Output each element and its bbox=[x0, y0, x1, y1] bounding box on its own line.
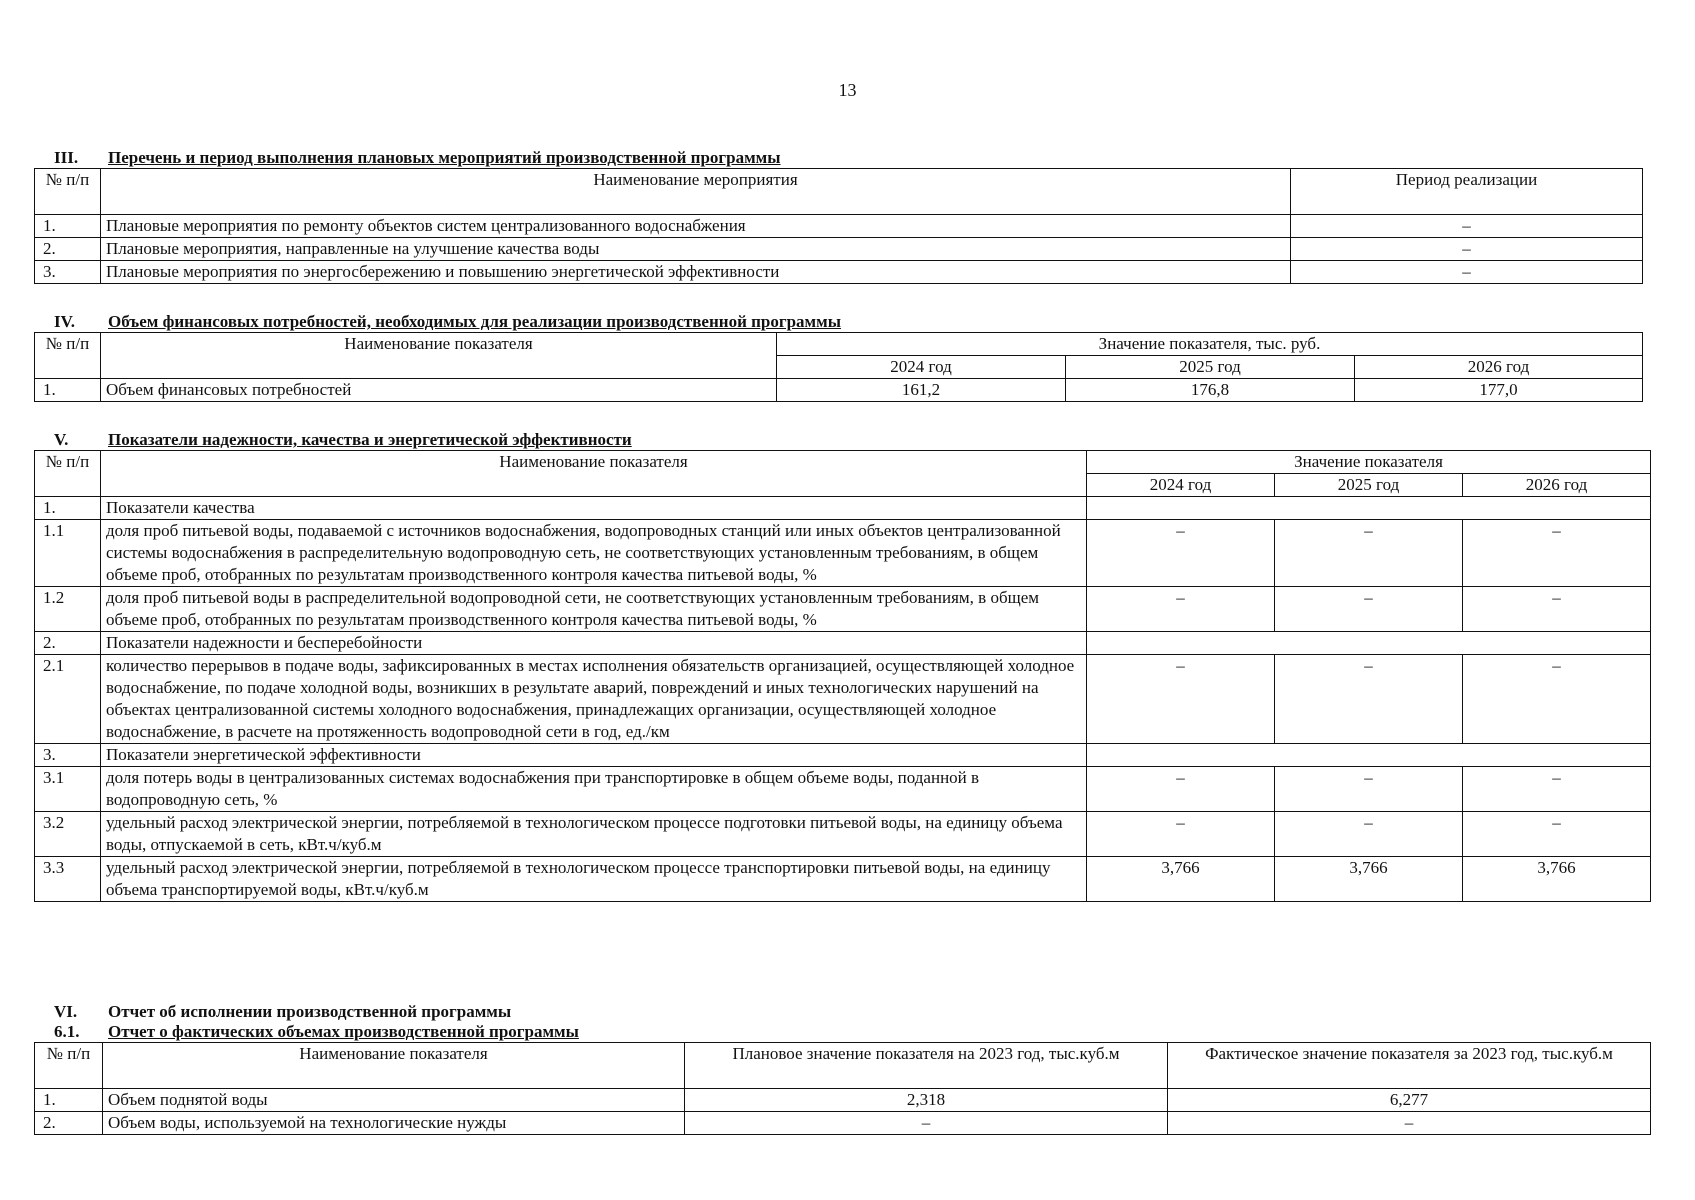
page-number: 13 bbox=[838, 80, 857, 100]
indicators-table bbox=[34, 450, 1651, 902]
financial-needs-table bbox=[34, 332, 1643, 402]
row-name: Объем финансовых потребностей bbox=[101, 379, 777, 402]
section-6-1-number: 6.1. bbox=[54, 1022, 80, 1041]
col-header-number: № п/п bbox=[35, 333, 101, 379]
row-number: 1.2 bbox=[35, 587, 101, 632]
value-2026: – bbox=[1463, 587, 1651, 632]
row-name: удельный расход электрической энергии, потребляемой в технологическом процессе подготовки питьевой воды, на единицу объема воды, отпускаемой в сеть, кВт.ч/куб.м bbox=[101, 812, 1087, 857]
section-3-heading bbox=[34, 148, 1643, 168]
section-5-heading bbox=[34, 430, 1651, 450]
value-2024: – bbox=[1087, 520, 1275, 587]
section-4-heading bbox=[34, 312, 1643, 332]
table-row bbox=[35, 655, 1651, 744]
row-number: 2.1 bbox=[35, 655, 101, 744]
group-number: 2. bbox=[35, 632, 101, 655]
row-number: 3.2 bbox=[35, 812, 101, 857]
row-number: 1.1 bbox=[35, 520, 101, 587]
col-header-actual-value: Фактическое значение показателя за 2023 год, тыс.куб.м bbox=[1168, 1043, 1651, 1089]
col-header-number: № п/п bbox=[35, 451, 101, 497]
actual-value: 6,277 bbox=[1168, 1089, 1651, 1112]
section-6-title: Отчет об исполнении производственной программы bbox=[108, 1002, 512, 1021]
row-name: Плановые мероприятия по ремонту объектов систем централизованного водоснабжения bbox=[101, 215, 1291, 238]
value-2024: – bbox=[1087, 767, 1275, 812]
section-6-1-heading bbox=[34, 1022, 1651, 1042]
group-number: 3. bbox=[35, 744, 101, 767]
col-header-indicator-value: Значение показателя bbox=[1087, 451, 1651, 474]
col-header-number: № п/п bbox=[35, 1043, 103, 1089]
row-name: Плановые мероприятия по энергосбережению и повышению энергетической эффективности bbox=[101, 261, 1291, 284]
table-row bbox=[35, 520, 1651, 587]
plan-value: 2,318 bbox=[685, 1089, 1168, 1112]
value-2024: 3,766 bbox=[1087, 857, 1275, 902]
value-2025: – bbox=[1275, 587, 1463, 632]
section-4-title: Объем финансовых потребностей, необходимых для реализации производственной программы bbox=[108, 312, 841, 331]
group-value-empty bbox=[1087, 497, 1651, 520]
plan-value: – bbox=[685, 1112, 1168, 1135]
group-value-empty bbox=[1087, 632, 1651, 655]
col-header-indicator-name: Наименование показателя bbox=[101, 451, 1087, 497]
col-header-year: 2025 год bbox=[1275, 474, 1463, 497]
value-2024: 161,2 bbox=[777, 379, 1066, 402]
actual-value: – bbox=[1168, 1112, 1651, 1135]
table-row bbox=[35, 587, 1651, 632]
row-name: удельный расход электрической энергии, потребляемой в технологическом процессе транспортировки питьевой воды, на единицу объема транспортируемой воды, кВт.ч/куб.м bbox=[101, 857, 1087, 902]
row-number: 3.3 bbox=[35, 857, 101, 902]
value-2026: 3,766 bbox=[1463, 857, 1651, 902]
section-6-1-title: Отчет о фактических объемах производственной программы bbox=[108, 1022, 579, 1041]
table-row bbox=[35, 1089, 1651, 1112]
row-period: – bbox=[1291, 215, 1643, 238]
table-row bbox=[35, 767, 1651, 812]
row-number: 1. bbox=[35, 1089, 103, 1112]
row-number: 1. bbox=[35, 215, 101, 238]
value-2024: – bbox=[1087, 655, 1275, 744]
section-3-number: III. bbox=[54, 148, 79, 167]
group-row bbox=[35, 497, 1651, 520]
col-header-period: Период реализации bbox=[1291, 169, 1643, 215]
section-3-title: Перечень и период выполнения плановых мероприятий производственной программы bbox=[108, 148, 781, 167]
row-period: – bbox=[1291, 238, 1643, 261]
col-header-year: 2024 год bbox=[777, 356, 1066, 379]
value-2026: – bbox=[1463, 655, 1651, 744]
section-5-title: Показатели надежности, качества и энергетической эффективности bbox=[108, 430, 632, 449]
col-header-indicator-value: Значение показателя, тыс. руб. bbox=[777, 333, 1643, 356]
section-4-number: IV. bbox=[54, 312, 75, 331]
row-number: 1. bbox=[35, 379, 101, 402]
group-row bbox=[35, 632, 1651, 655]
group-value-empty bbox=[1087, 744, 1651, 767]
value-2025: 176,8 bbox=[1066, 379, 1355, 402]
section-6 bbox=[34, 1002, 1651, 1135]
row-number: 2. bbox=[35, 238, 101, 261]
group-name: Показатели энергетической эффективности bbox=[101, 744, 1087, 767]
row-name: Объем поднятой воды bbox=[103, 1089, 685, 1112]
row-name: доля проб питьевой воды в распределительной водопроводной сети, не соответствующих установленным требованиям, в общем объеме проб, отобранных по результатам производственного контроля качества питьевой воды, % bbox=[101, 587, 1087, 632]
row-number: 3. bbox=[35, 261, 101, 284]
col-header-year: 2026 год bbox=[1463, 474, 1651, 497]
row-name: доля потерь воды в централизованных системах водоснабжения при транспортировке в общем объеме воды, поданной в водопроводную сеть, % bbox=[101, 767, 1087, 812]
table-row bbox=[35, 812, 1651, 857]
col-header-year: 2026 год bbox=[1355, 356, 1643, 379]
col-header-year: 2024 год bbox=[1087, 474, 1275, 497]
value-2026: – bbox=[1463, 812, 1651, 857]
section-5-number: V. bbox=[54, 430, 69, 449]
col-header-year: 2025 год bbox=[1066, 356, 1355, 379]
row-number: 2. bbox=[35, 1112, 103, 1135]
col-header-activity-name: Наименование мероприятия bbox=[101, 169, 1291, 215]
row-name: Плановые мероприятия, направленные на улучшение качества воды bbox=[101, 238, 1291, 261]
value-2025: – bbox=[1275, 812, 1463, 857]
col-header-indicator-name: Наименование показателя bbox=[101, 333, 777, 379]
actual-volumes-table bbox=[34, 1042, 1651, 1135]
group-row bbox=[35, 744, 1651, 767]
section-3 bbox=[34, 148, 1643, 284]
group-number: 1. bbox=[35, 497, 101, 520]
row-number: 3.1 bbox=[35, 767, 101, 812]
section-5 bbox=[34, 430, 1651, 902]
value-2025: 3,766 bbox=[1275, 857, 1463, 902]
section-4 bbox=[34, 312, 1643, 402]
section-6-number: VI. bbox=[54, 1002, 78, 1021]
table-row bbox=[35, 1112, 1651, 1135]
value-2025: – bbox=[1275, 767, 1463, 812]
value-2026: 177,0 bbox=[1355, 379, 1643, 402]
value-2025: – bbox=[1275, 655, 1463, 744]
value-2025: – bbox=[1275, 520, 1463, 587]
table-row bbox=[35, 261, 1643, 284]
table-row bbox=[35, 379, 1643, 402]
section-6-heading bbox=[34, 1002, 1651, 1022]
col-header-indicator-name: Наименование показателя bbox=[103, 1043, 685, 1089]
col-header-plan-value: Плановое значение показателя на 2023 год, тыс.куб.м bbox=[685, 1043, 1168, 1089]
value-2024: – bbox=[1087, 587, 1275, 632]
table-row bbox=[35, 238, 1643, 261]
row-name: доля проб питьевой воды, подаваемой с источников водоснабжения, водопроводных станций или иных объектов централизованной системы водоснабжения в распределительную водопроводную сеть, не соответствующих установленным требованиям, в общем объеме проб, отобранных по результатам производственного контроля качества питьевой воды, % bbox=[101, 520, 1087, 587]
activities-table bbox=[34, 168, 1643, 284]
value-2024: – bbox=[1087, 812, 1275, 857]
group-name: Показатели качества bbox=[101, 497, 1087, 520]
table-row bbox=[35, 857, 1651, 902]
value-2026: – bbox=[1463, 767, 1651, 812]
table-row bbox=[35, 215, 1643, 238]
value-2026: – bbox=[1463, 520, 1651, 587]
group-name: Показатели надежности и бесперебойности bbox=[101, 632, 1087, 655]
row-period: – bbox=[1291, 261, 1643, 284]
col-header-number: № п/п bbox=[35, 169, 101, 215]
row-name: Объем воды, используемой на технологические нужды bbox=[103, 1112, 685, 1135]
row-name: количество перерывов в подаче воды, зафиксированных в местах исполнения обязательств организацией, осуществляющей холодное водоснабжение, по подаче холодной воды, возникших в результате аварий, повреждений и иных технологических нарушений на объектах централизованной системы холодного водоснабжения, принадлежащих организации, осуществляющей холодное водоснабжение, в расчете на протяженность водопроводной сети в год, ед./км bbox=[101, 655, 1087, 744]
